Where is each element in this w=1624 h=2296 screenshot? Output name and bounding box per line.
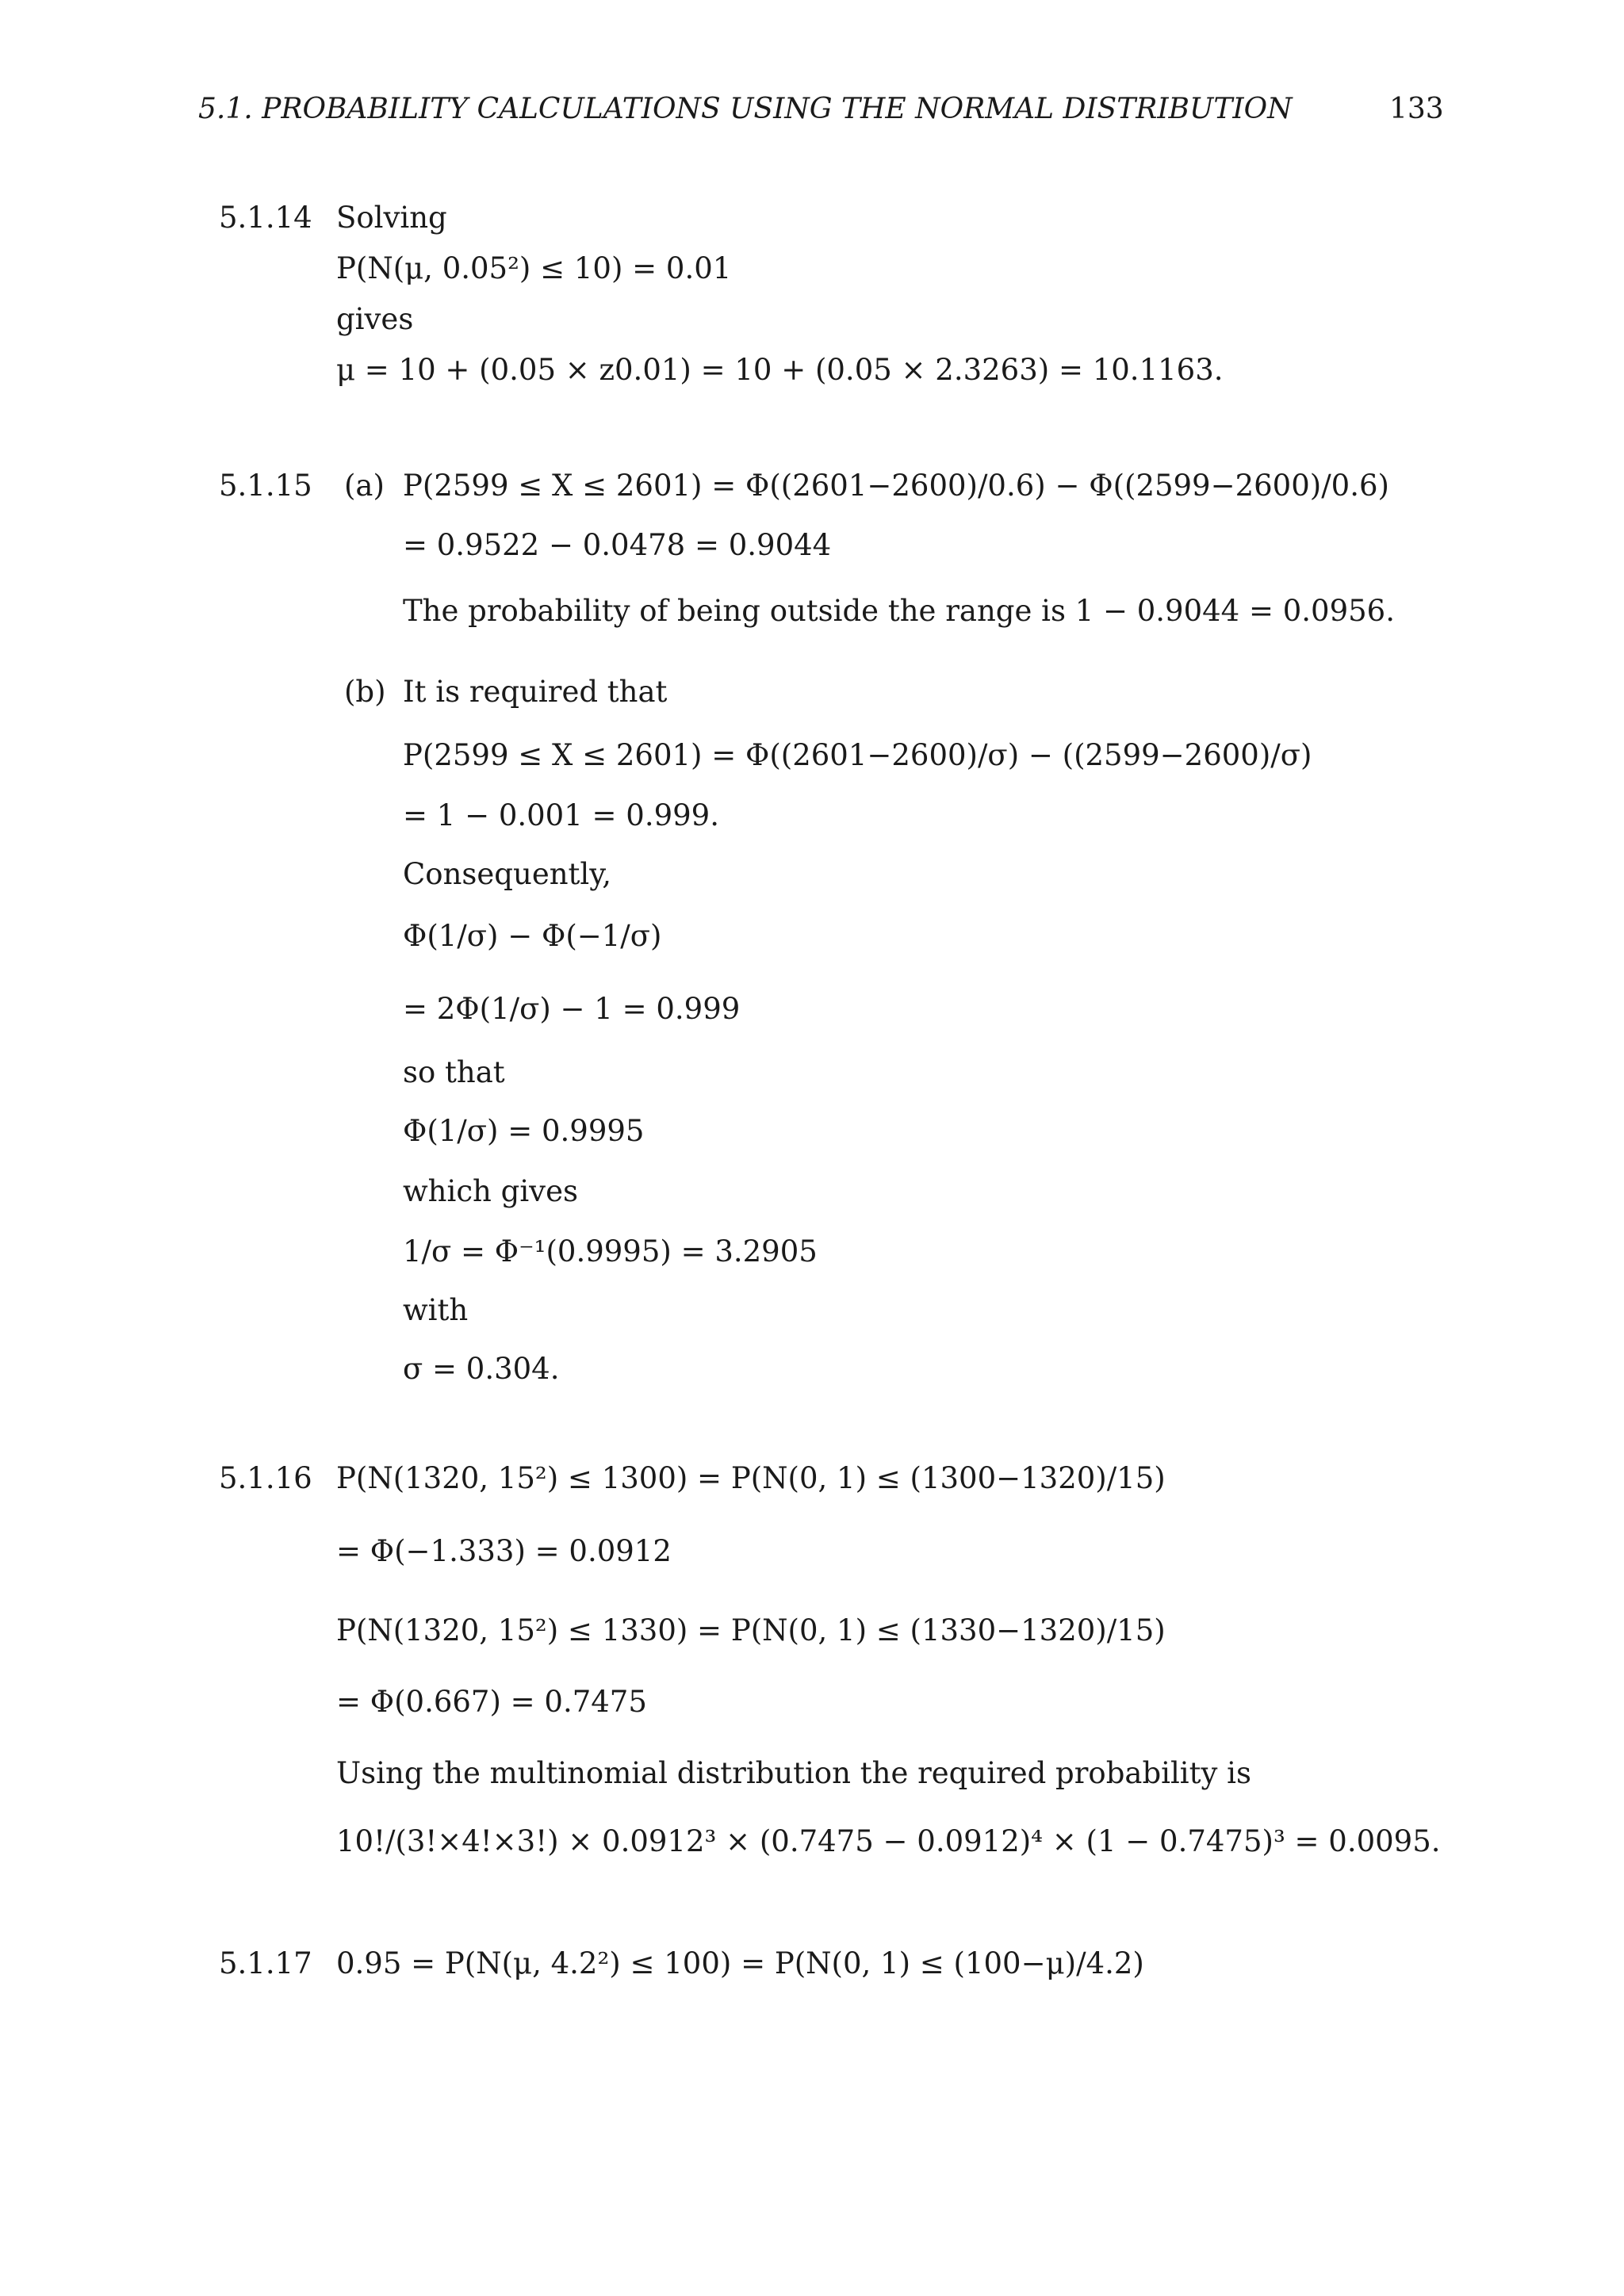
p5115-b-line-7: so that [403, 1055, 505, 1089]
p5115-b-line-1: It is required that [403, 675, 668, 709]
problem-number-5116: 5.1.16 [219, 1461, 312, 1495]
p5117-line-1: 0.95 = P(N(μ, 4.2²) ≤ 100) = P(N(0, 1) ≤ (100−μ)/4.2) [336, 1946, 1144, 1980]
p5115-b-line-5: Φ(1/σ) − Φ(−1/σ) [403, 919, 662, 953]
p5115-b-line-12: σ = 0.304. [403, 1352, 560, 1386]
p5115-a-line-2: = 0.9522 − 0.0478 = 0.9044 [403, 528, 832, 562]
p5115-b-line-4: Consequently, [403, 857, 611, 891]
problem-number-5115: 5.1.15 [219, 469, 312, 503]
running-title: 5.1. PROBABILITY CALCULATIONS USING THE NORMAL DISTRIBUTION [198, 93, 1293, 125]
p5116-line-2: = Φ(−1.333) = 0.0912 [336, 1534, 672, 1568]
p5115-b-line-6: = 2Φ(1/σ) − 1 = 0.999 [403, 992, 741, 1026]
p5115-b-line-8: Φ(1/σ) = 0.9995 [403, 1114, 645, 1148]
p5115-b-line-10: 1/σ = Φ⁻¹(0.9995) = 3.2905 [403, 1234, 818, 1269]
p5116-line-1: P(N(1320, 15²) ≤ 1300) = P(N(0, 1) ≤ (1300−1320)/15) [336, 1461, 1166, 1495]
page-number: 133 [1389, 93, 1444, 125]
p5116-line-6: 10!/(3!×4!×3!) × 0.0912³ × (0.7475 − 0.0912)⁴ × (1 − 0.7475)³ = 0.0095. [336, 1824, 1441, 1858]
p5116-line-4: = Φ(0.667) = 0.7475 [336, 1685, 647, 1719]
p5114-line-1: Solving [336, 201, 447, 235]
p5115-b-line-9: which gives [403, 1174, 578, 1208]
problem-number-5117: 5.1.17 [219, 1946, 312, 1980]
problem-number-5114: 5.1.14 [219, 201, 312, 235]
p5115-part-b-label: (b) [344, 675, 386, 709]
p5116-line-3: P(N(1320, 15²) ≤ 1330) = P(N(0, 1) ≤ (1330−1320)/15) [336, 1613, 1166, 1647]
p5114-line-2: P(N(μ, 0.05²) ≤ 10) = 0.01 [336, 251, 732, 285]
p5116-line-5: Using the multinomial distribution the required probability is [336, 1756, 1251, 1790]
p5115-part-a-label: (a) [344, 469, 385, 503]
p5115-a-line-3: The probability of being outside the range is 1 − 0.9044 = 0.0956. [403, 594, 1395, 628]
p5115-b-line-3: = 1 − 0.001 = 0.999. [403, 798, 719, 832]
p5115-b-line-11: with [403, 1293, 469, 1327]
p5114-line-4: μ = 10 + (0.05 × z0.01) = 10 + (0.05 × 2.3263) = 10.1163. [336, 353, 1224, 387]
p5114-line-3: gives [336, 302, 414, 336]
p5115-a-line-1: P(2599 ≤ X ≤ 2601) = Φ((2601−2600)/0.6) − Φ((2599−2600)/0.6) [403, 469, 1389, 503]
p5115-b-line-2: P(2599 ≤ X ≤ 2601) = Φ((2601−2600)/σ) − ((2599−2600)/σ) [403, 738, 1312, 772]
